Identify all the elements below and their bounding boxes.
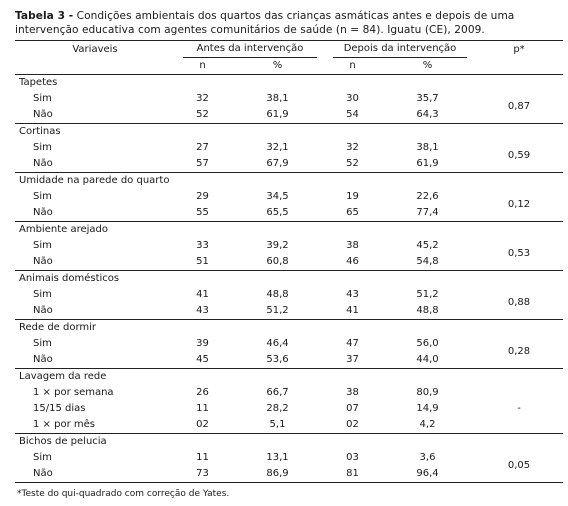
cell-pct-depois: 45,2 bbox=[416, 240, 439, 251]
table-row bbox=[15, 385, 563, 401]
cell-n-depois: 47 bbox=[346, 338, 359, 349]
header-p: p* bbox=[475, 41, 563, 59]
table-row bbox=[15, 140, 563, 156]
cell-n-antes: 11 bbox=[196, 403, 209, 414]
group-row bbox=[15, 271, 563, 288]
header-row bbox=[15, 41, 563, 59]
cell-p-value: 0,59 bbox=[507, 150, 531, 161]
group-row bbox=[15, 320, 563, 337]
cell-n-antes: 55 bbox=[196, 207, 209, 218]
subheader-n-depois: n bbox=[325, 58, 380, 75]
cell-n-antes: 02 bbox=[196, 419, 209, 430]
cell-n-depois: 54 bbox=[346, 109, 359, 120]
cell-pct-depois: 4,2 bbox=[419, 419, 436, 430]
caption-text: Condições ambientais dos quartos das crianças asmáticas antes e depois de uma intervenção educativa com agentes comunitários de saúde (n = 84). Iguatu (CE), 2009. bbox=[15, 10, 515, 36]
cell-n-antes: 39 bbox=[196, 338, 209, 349]
cell-pct-depois: 64,3 bbox=[416, 109, 439, 120]
cell-n-antes: 41 bbox=[196, 289, 209, 300]
cell-n-antes: 52 bbox=[196, 109, 209, 120]
group-title: Ambiente arejado bbox=[15, 222, 175, 239]
cell-n-depois: 32 bbox=[346, 142, 359, 153]
cell-n-depois: 38 bbox=[346, 240, 359, 251]
table-figure bbox=[15, 10, 563, 499]
cell-pct-depois: 35,7 bbox=[416, 93, 439, 104]
cell-pct-antes: 46,4 bbox=[266, 338, 289, 349]
cell-n-depois: 65 bbox=[346, 207, 359, 218]
cell-pct-antes: 48,8 bbox=[266, 289, 289, 300]
row-label: Não bbox=[33, 158, 53, 169]
cell-pct-depois: 14,9 bbox=[416, 403, 439, 414]
cell-n-antes: 73 bbox=[175, 466, 230, 483]
row-label: 1 × por semana bbox=[33, 387, 114, 398]
cell-pct-antes: 38,1 bbox=[266, 93, 289, 104]
table-row bbox=[15, 336, 563, 352]
cell-pct-depois: 80,9 bbox=[416, 387, 439, 398]
group-title: Bichos de pelucia bbox=[15, 434, 175, 451]
cell-pct-antes: 67,9 bbox=[266, 158, 289, 169]
cell-p-value: 0,28 bbox=[507, 346, 531, 357]
cell-n-depois: 43 bbox=[346, 289, 359, 300]
subheader-row bbox=[15, 58, 563, 75]
group-title: Cortinas bbox=[15, 124, 175, 141]
table-row bbox=[15, 189, 563, 205]
group-row bbox=[15, 173, 563, 190]
cell-n-depois: 38 bbox=[346, 387, 359, 398]
cell-p-value: 0,53 bbox=[507, 248, 531, 259]
table-row bbox=[15, 238, 563, 254]
group-row bbox=[15, 369, 563, 386]
cell-n-antes: 26 bbox=[196, 387, 209, 398]
table-row bbox=[15, 91, 563, 107]
cell-pct-antes: 60,8 bbox=[266, 256, 289, 267]
cell-n-antes: 11 bbox=[196, 452, 209, 463]
cell-p-value: 0,88 bbox=[507, 297, 531, 308]
cell-n-depois: 19 bbox=[346, 191, 359, 202]
table-row bbox=[15, 401, 563, 417]
cell-pct-depois: 96,4 bbox=[380, 466, 475, 483]
cell-n-depois: 03 bbox=[346, 452, 359, 463]
cell-n-depois: 81 bbox=[325, 466, 380, 483]
cell-n-antes: 43 bbox=[196, 305, 209, 316]
group-title: Rede de dormir bbox=[15, 320, 175, 337]
cell-pct-depois: 61,9 bbox=[416, 158, 439, 169]
group-row bbox=[15, 222, 563, 239]
table-row bbox=[15, 450, 563, 466]
group-row bbox=[15, 124, 563, 141]
row-label: Não bbox=[33, 207, 53, 218]
cell-n-antes: 57 bbox=[196, 158, 209, 169]
cell-n-antes: 33 bbox=[196, 240, 209, 251]
row-label: Não bbox=[15, 466, 175, 483]
group-row bbox=[15, 434, 563, 451]
row-label: Não bbox=[33, 109, 53, 120]
row-label: Não bbox=[33, 354, 53, 365]
cell-p-value: - bbox=[517, 403, 521, 414]
row-label: Sim bbox=[33, 338, 52, 349]
cell-n-depois: 46 bbox=[346, 256, 359, 267]
cell-n-depois: 52 bbox=[346, 158, 359, 169]
cell-pct-depois: 44,0 bbox=[416, 354, 439, 365]
row-label: Sim bbox=[33, 142, 52, 153]
row-label: Sim bbox=[33, 452, 52, 463]
cell-pct-depois: 22,6 bbox=[416, 191, 439, 202]
cell-n-depois: 30 bbox=[346, 93, 359, 104]
row-label: Sim bbox=[33, 289, 52, 300]
cell-pct-depois: 48,8 bbox=[416, 305, 439, 316]
header-depois: Depois da intervenção bbox=[333, 41, 467, 58]
cell-p-value: 0,87 bbox=[507, 101, 531, 112]
cell-pct-antes: 39,2 bbox=[266, 240, 289, 251]
cell-n-depois: 41 bbox=[346, 305, 359, 316]
cell-n-depois: 07 bbox=[346, 403, 359, 414]
cell-pct-antes: 61,9 bbox=[266, 109, 289, 120]
cell-pct-depois: 3,6 bbox=[419, 452, 436, 463]
group-title: Animais domésticos bbox=[15, 271, 175, 288]
group-title: Tapetes bbox=[15, 75, 175, 92]
table-row bbox=[15, 287, 563, 303]
row-label: Não bbox=[33, 305, 53, 316]
row-label: Sim bbox=[33, 93, 52, 104]
cell-p-value: 0,12 bbox=[507, 199, 531, 210]
cell-n-antes: 27 bbox=[196, 142, 209, 153]
cell-pct-antes: 53,6 bbox=[266, 354, 289, 365]
row-label: Não bbox=[33, 256, 53, 267]
cell-p-value: 0,05 bbox=[507, 460, 531, 471]
cell-n-depois: 02 bbox=[346, 419, 359, 430]
cell-pct-depois: 51,2 bbox=[416, 289, 439, 300]
cell-pct-antes: 32,1 bbox=[266, 142, 289, 153]
cell-pct-depois: 38,1 bbox=[416, 142, 439, 153]
cell-n-antes: 45 bbox=[196, 354, 209, 365]
cell-pct-depois: 54,8 bbox=[416, 256, 439, 267]
cell-pct-antes: 5,1 bbox=[269, 419, 286, 430]
caption-label: Tabela 3 - bbox=[15, 10, 74, 22]
group-title: Lavagem da rede bbox=[15, 369, 175, 386]
data-table bbox=[15, 40, 563, 483]
table-footnote: *Teste do qui-quadrado com correção de Yates. bbox=[17, 489, 230, 499]
subheader-n-antes: n bbox=[175, 58, 230, 75]
cell-pct-depois: 77,4 bbox=[416, 207, 439, 218]
row-label: Sim bbox=[33, 191, 52, 202]
row-label: 15/15 dias bbox=[33, 403, 86, 414]
header-variaveis: Variaveis bbox=[15, 41, 175, 59]
table-caption bbox=[15, 10, 563, 37]
cell-pct-antes: 34,5 bbox=[266, 191, 289, 202]
group-row bbox=[15, 75, 563, 92]
cell-pct-antes: 65,5 bbox=[266, 207, 289, 218]
subheader-pct-depois: % bbox=[380, 58, 475, 75]
cell-n-antes: 32 bbox=[196, 93, 209, 104]
table-row bbox=[15, 417, 563, 434]
cell-pct-antes: 13,1 bbox=[266, 452, 289, 463]
row-label: Sim bbox=[33, 240, 52, 251]
table-body bbox=[15, 75, 563, 483]
subheader-pct-antes: % bbox=[230, 58, 325, 75]
cell-pct-antes: 66,7 bbox=[266, 387, 289, 398]
cell-n-depois: 37 bbox=[346, 354, 359, 365]
header-antes: Antes da intervenção bbox=[183, 41, 317, 58]
cell-pct-antes: 28,2 bbox=[266, 403, 289, 414]
cell-n-antes: 51 bbox=[196, 256, 209, 267]
cell-pct-antes: 86,9 bbox=[230, 466, 325, 483]
cell-pct-depois: 56,0 bbox=[416, 338, 439, 349]
cell-n-antes: 29 bbox=[196, 191, 209, 202]
row-label: 1 × por mês bbox=[33, 419, 95, 430]
group-title: Umidade na parede do quarto bbox=[15, 173, 175, 190]
cell-pct-antes: 51,2 bbox=[266, 305, 289, 316]
